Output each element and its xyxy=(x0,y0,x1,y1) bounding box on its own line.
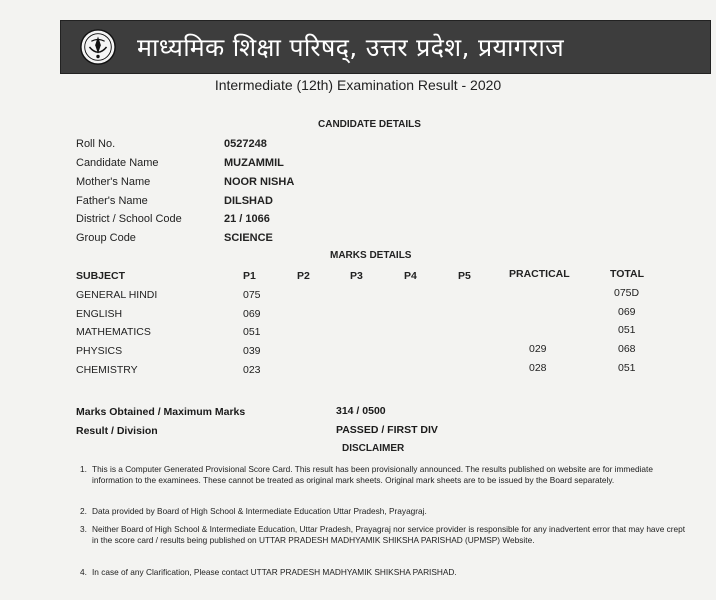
mother-name-label: Mother's Name xyxy=(76,176,151,188)
col-header-p5: P5 xyxy=(458,270,471,282)
group-code-label: Group Code xyxy=(76,232,136,244)
p1-cell: 075 xyxy=(243,289,261,301)
candidate-details-heading: CANDIDATE DETAILS xyxy=(318,119,421,130)
col-header-p2: P2 xyxy=(297,270,310,282)
subject-cell: GENERAL HINDI xyxy=(76,289,158,301)
p1-cell: 051 xyxy=(243,326,261,338)
roll-no-label: Roll No. xyxy=(76,138,116,150)
total-cell: 051 xyxy=(618,324,636,336)
col-header-subject: SUBJECT xyxy=(76,270,126,282)
father-name-label: Father's Name xyxy=(76,195,148,207)
p1-cell: 023 xyxy=(243,364,261,376)
group-code-value: SCIENCE xyxy=(224,232,273,244)
board-emblem-icon xyxy=(79,28,117,66)
p1-cell: 069 xyxy=(243,308,261,320)
father-name-value: DILSHAD xyxy=(224,195,273,207)
candidate-name-label: Candidate Name xyxy=(76,157,159,169)
district-school-code-value: 21 / 1066 xyxy=(224,213,270,225)
list-item-text: In case of any Clarification, Please contact UTTAR PRADESH MADHYAMIK SHIKSHA PARISHAD. xyxy=(92,567,457,577)
list-item-number: 1. xyxy=(80,464,87,474)
board-banner xyxy=(60,20,711,74)
total-cell: 069 xyxy=(618,306,636,318)
practical-cell: 029 xyxy=(529,343,547,355)
district-school-code-label: District / School Code xyxy=(76,213,182,225)
board-title: माध्यमिक शिक्षा परिषद्, उत्तर प्रदेश, प्रयागराज xyxy=(137,33,565,62)
list-item-number: 3. xyxy=(80,524,87,534)
p1-cell: 039 xyxy=(243,345,261,357)
total-cell: 075D xyxy=(614,287,640,299)
marks-details-heading: MARKS DETAILS xyxy=(330,250,412,261)
disclaimer-heading: DISCLAIMER xyxy=(342,443,405,454)
list-item-number: 2. xyxy=(80,506,87,516)
list-item xyxy=(80,464,690,486)
list-item-number: 4. xyxy=(80,567,87,577)
col-header-p3: P3 xyxy=(350,270,363,282)
total-cell: 051 xyxy=(618,362,636,374)
candidate-name-value: MUZAMMIL xyxy=(224,157,284,169)
subject-cell: CHEMISTRY xyxy=(76,364,138,376)
col-header-practical: PRACTICAL xyxy=(509,268,570,280)
list-item xyxy=(80,567,690,578)
list-item-text: This is a Computer Generated Provisional Score Card. This result has been provisionally announced. The results published on website are for immediate information to the examinees. These cannot be treated as original mark sheets. Original mark sheets are to be issued by the Board separately. xyxy=(92,464,653,486)
practical-cell: 028 xyxy=(529,362,547,374)
list-item xyxy=(80,524,690,546)
list-item-text: Neither Board of High School & Intermediate Education, Uttar Pradesh, Prayagraj nor service provider is responsible for any inadvertent error that may have crept in the score card / results being published on UTTAR PRADESH MADHYAMIK SHIKSHA PARISHAD (UPMSP) Website. xyxy=(92,524,686,546)
total-cell: 068 xyxy=(618,343,636,355)
list-item xyxy=(80,506,690,517)
list-item-text: Data provided by Board of High School & Intermediate Education Uttar Pradesh, Prayagraj. xyxy=(92,506,427,516)
exam-title: Intermediate (12th) Examination Result - 2020 xyxy=(214,77,502,93)
marks-obtained-label: Marks Obtained / Maximum Marks xyxy=(76,406,246,418)
roll-no-value: 0527248 xyxy=(224,138,267,150)
result-division-label: Result / Division xyxy=(76,425,158,437)
subject-cell: PHYSICS xyxy=(76,345,123,357)
mother-name-value: NOOR NISHA xyxy=(224,176,295,188)
col-header-p1: P1 xyxy=(243,270,256,282)
subject-cell: ENGLISH xyxy=(76,308,123,320)
col-header-p4: P4 xyxy=(404,270,417,282)
subject-cell: MATHEMATICS xyxy=(76,326,151,338)
result-division-value: PASSED / FIRST DIV xyxy=(336,424,438,436)
col-header-total: TOTAL xyxy=(610,268,645,280)
marks-obtained-value: 314 / 0500 xyxy=(336,405,386,417)
